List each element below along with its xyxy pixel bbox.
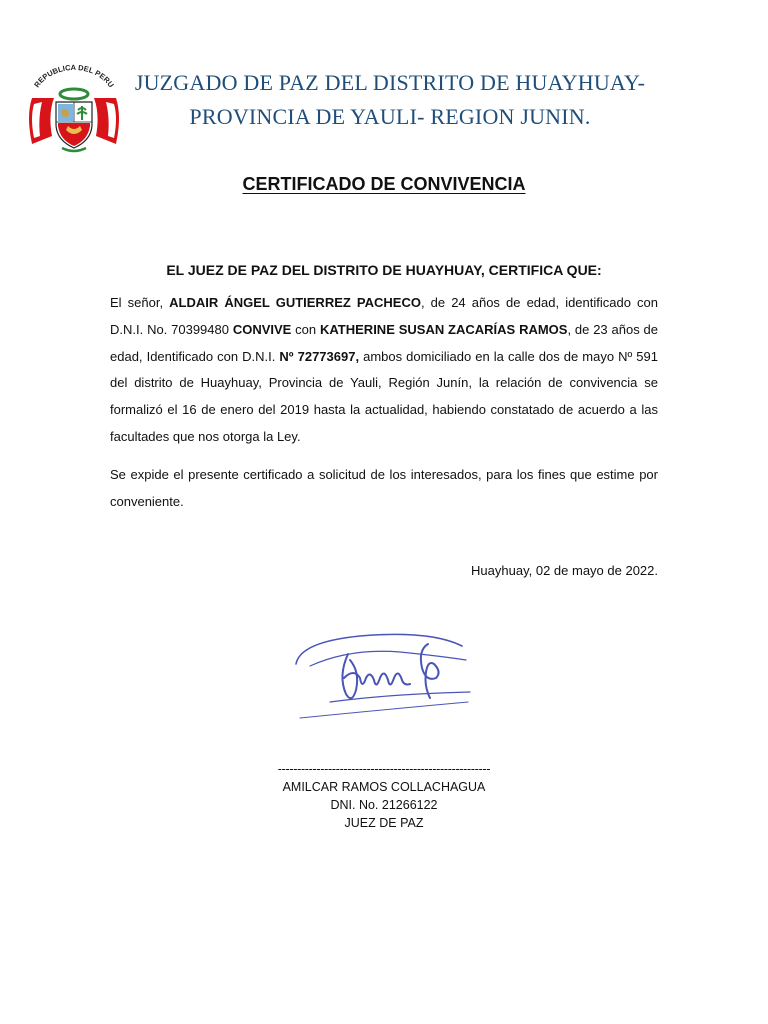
document-title: CERTIFICADO DE CONVIVENCIA: [242, 174, 526, 194]
signature-line: -------------------------------------------------------: [277, 762, 491, 776]
paragraph-text: con: [291, 321, 320, 337]
court-header-line-1: JUZGADO DE PAZ DEL DISTRITO DE HUAYHUAY-: [134, 70, 646, 95]
certificate-paragraph-2: Se expide el presente certificado a solicitud de los interesados, para los fines que estime por conveniente.: [110, 466, 658, 509]
paragraph-text: , de 24 años de edad, identificado con D.N.I. No. 70399480: [110, 295, 659, 337]
issue-date: Huayhuay, 02 de mayo de 2022.: [471, 563, 658, 578]
court-header: [110, 66, 670, 134]
certificate-paragraph-1: [110, 290, 658, 451]
paragraph-text: , de 23 años de edad, Identificado con D.N.I.: [110, 321, 658, 364]
paragraph-text: ambos domiciliado en la calle dos de mayo Nº 591 del distrito de Huayhuay, Provincia de Yauli, Región Junín, la relación de convivencia se formalizó el 16 de enero del 2019 hasta la actualidad, habiendo constatado de acuerdo a las facultades que nos otorga la Ley.: [110, 348, 658, 444]
partner-name: KATHERINE SUSAN ZACARÍAS RAMOS: [320, 321, 568, 337]
paragraph-text: El señor,: [110, 295, 170, 310]
judge-signature-block: [0, 760, 768, 832]
seal-arc-text: REPUBLICA DEL PERU: [32, 62, 116, 90]
convive-keyword: CONVIVE: [232, 321, 292, 337]
judge-name: AMILCAR RAMOS COLLACHAGUA: [282, 780, 486, 794]
petitioner-name: ALDAIR ÁNGEL GUTIERREZ PACHECO: [169, 295, 421, 310]
judge-role: JUEZ DE PAZ: [344, 816, 424, 830]
svg-text:REPUBLICA DEL PERU: [32, 63, 115, 89]
certificate-body: [110, 290, 658, 515]
court-header-line-2: PROVINCIA DE YAULI- REGION JUNIN.: [189, 104, 591, 129]
certification-heading: EL JUEZ DE PAZ DEL DISTRITO DE HUAYHUAY, CERTIFICA QUE:: [166, 262, 602, 278]
partner-dni: Nº 72773697,: [279, 348, 360, 364]
handwritten-signature: [290, 620, 480, 728]
judge-dni: DNI. No. 21266122: [330, 798, 438, 812]
